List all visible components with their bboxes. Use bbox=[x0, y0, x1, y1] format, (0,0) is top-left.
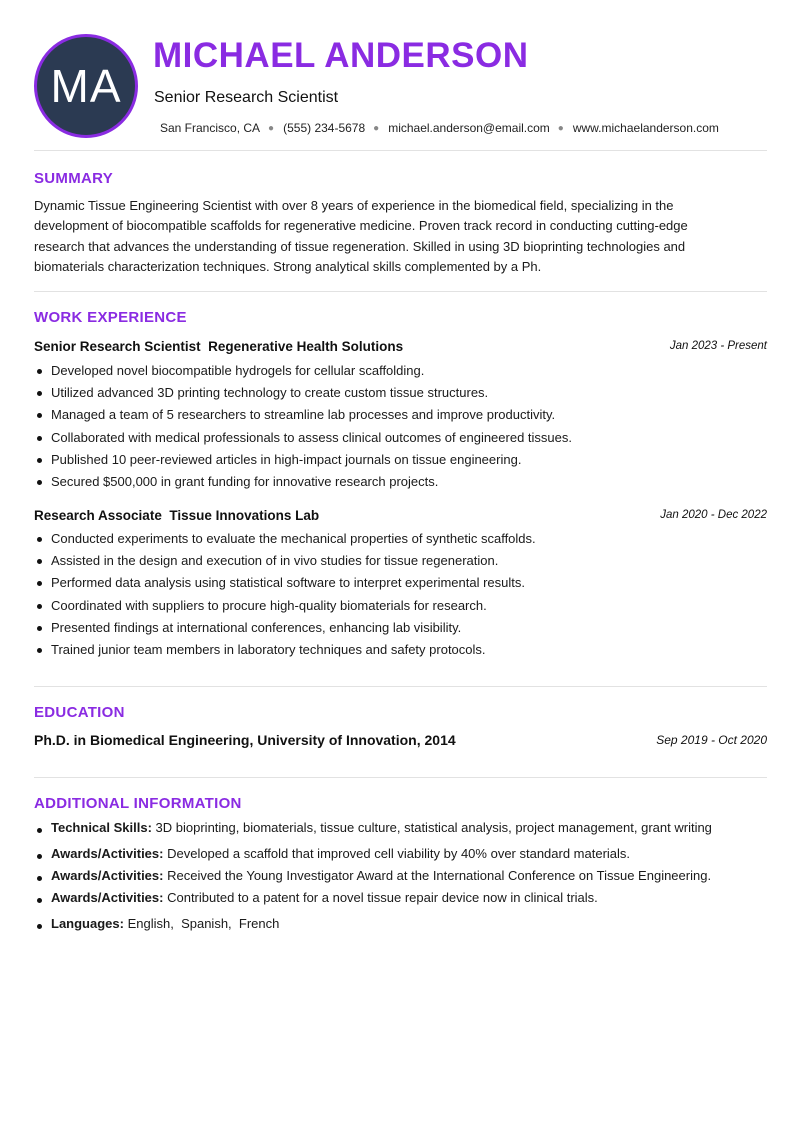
education-date: Sep 2019 - Oct 2020 bbox=[656, 733, 767, 747]
contact-line bbox=[160, 121, 719, 135]
job-header bbox=[34, 506, 767, 524]
list-item: Conducted experiments to evaluate the mechanical properties of synthetic scaffolds. bbox=[34, 528, 767, 550]
candidate-title: Senior Research Scientist bbox=[154, 89, 339, 106]
job-header bbox=[34, 337, 767, 355]
list-item: Collaborated with medical professionals to assess clinical outcomes of engineered tissues. bbox=[34, 427, 767, 449]
additional-info-list bbox=[34, 820, 767, 938]
avatar bbox=[34, 34, 138, 138]
job-bullets bbox=[34, 528, 767, 661]
job-date: Jan 2020 - Dec 2022 bbox=[660, 509, 767, 521]
job-date: Jan 2023 - Present bbox=[669, 340, 767, 352]
separator-dot: ● bbox=[373, 122, 380, 134]
summary-heading: SUMMARY bbox=[34, 170, 114, 187]
education-heading: EDUCATION bbox=[34, 704, 125, 721]
education-entry bbox=[34, 732, 767, 748]
resume-header bbox=[0, 0, 800, 150]
contact-website[interactable]: www.michaelanderson.com bbox=[572, 121, 719, 135]
contact-location: San Francisco, CA bbox=[160, 121, 261, 135]
candidate-name: MICHAEL ANDERSON bbox=[153, 36, 529, 75]
list-item: Published 10 peer-reviewed articles in high-impact journals on tissue engineering. bbox=[34, 449, 767, 471]
separator-dot: ● bbox=[557, 122, 564, 134]
summary-text: Dynamic Tissue Engineering Scientist with over 8 years of experience in the biomedical field, specializing in the development of biocompatible scaffolds for regenerative medicine. Proven track record in conducting cutting-edge research that advances the understanding of tissue regeneration. Skilled in using 3D bioprinting technologies and biomaterials characterization techniques. Strong analytical skills complemented by a Ph. bbox=[34, 198, 688, 274]
list-item: Developed novel biocompatible hydrogels for cellular scaffolding. bbox=[34, 360, 767, 382]
list-item: Secured $500,000 in grant funding for innovative research projects. bbox=[34, 471, 767, 493]
contact-email[interactable]: michael.anderson@email.com bbox=[388, 121, 550, 135]
job-bullets bbox=[34, 360, 767, 493]
list-item: Awards/Activities: Contributed to a patent for a novel tissue repair device now in clinical trials. bbox=[34, 890, 767, 916]
list-item: Technical Skills: 3D bioprinting, biomaterials, tissue culture, statistical analysis, project management, grant writing bbox=[34, 820, 767, 846]
list-item: Awards/Activities: Received the Young Investigator Award at the International Conference on Tissue Engineering. bbox=[34, 868, 767, 890]
list-item: Performed data analysis using statistical software to interpret experimental results. bbox=[34, 572, 767, 594]
job-title: Senior Research Scientist Regenerative Health Solutions bbox=[34, 338, 404, 354]
additional-info-heading: ADDITIONAL INFORMATION bbox=[34, 795, 242, 812]
avatar-initials: MA bbox=[50, 60, 122, 112]
work-experience-heading: WORK EXPERIENCE bbox=[34, 309, 187, 326]
contact-phone: (555) 234-5678 bbox=[283, 121, 366, 135]
list-item: Languages: English, Spanish, French bbox=[34, 916, 767, 938]
section-divider bbox=[34, 777, 767, 778]
list-item: Trained junior team members in laboratory techniques and safety protocols. bbox=[34, 639, 767, 661]
list-item: Awards/Activities: Developed a scaffold that improved cell viability by 40% over standard materials. bbox=[34, 846, 767, 868]
list-item: Managed a team of 5 researchers to streamline lab processes and improve productivity. bbox=[34, 404, 767, 426]
list-item: Assisted in the design and execution of in vivo studies for tissue regeneration. bbox=[34, 550, 767, 572]
job-title: Research Associate Tissue Innovations Lab bbox=[34, 507, 320, 523]
list-item: Coordinated with suppliers to procure high-quality biomaterials for research. bbox=[34, 595, 767, 617]
section-divider bbox=[34, 150, 767, 151]
section-divider bbox=[34, 686, 767, 687]
list-item: Utilized advanced 3D printing technology to create custom tissue structures. bbox=[34, 382, 767, 404]
education-degree: Ph.D. in Biomedical Engineering, University of Innovation, 2014 bbox=[34, 732, 456, 748]
section-divider bbox=[34, 291, 767, 292]
separator-dot: ● bbox=[268, 122, 275, 134]
list-item: Presented findings at international conferences, enhancing lab visibility. bbox=[34, 617, 767, 639]
